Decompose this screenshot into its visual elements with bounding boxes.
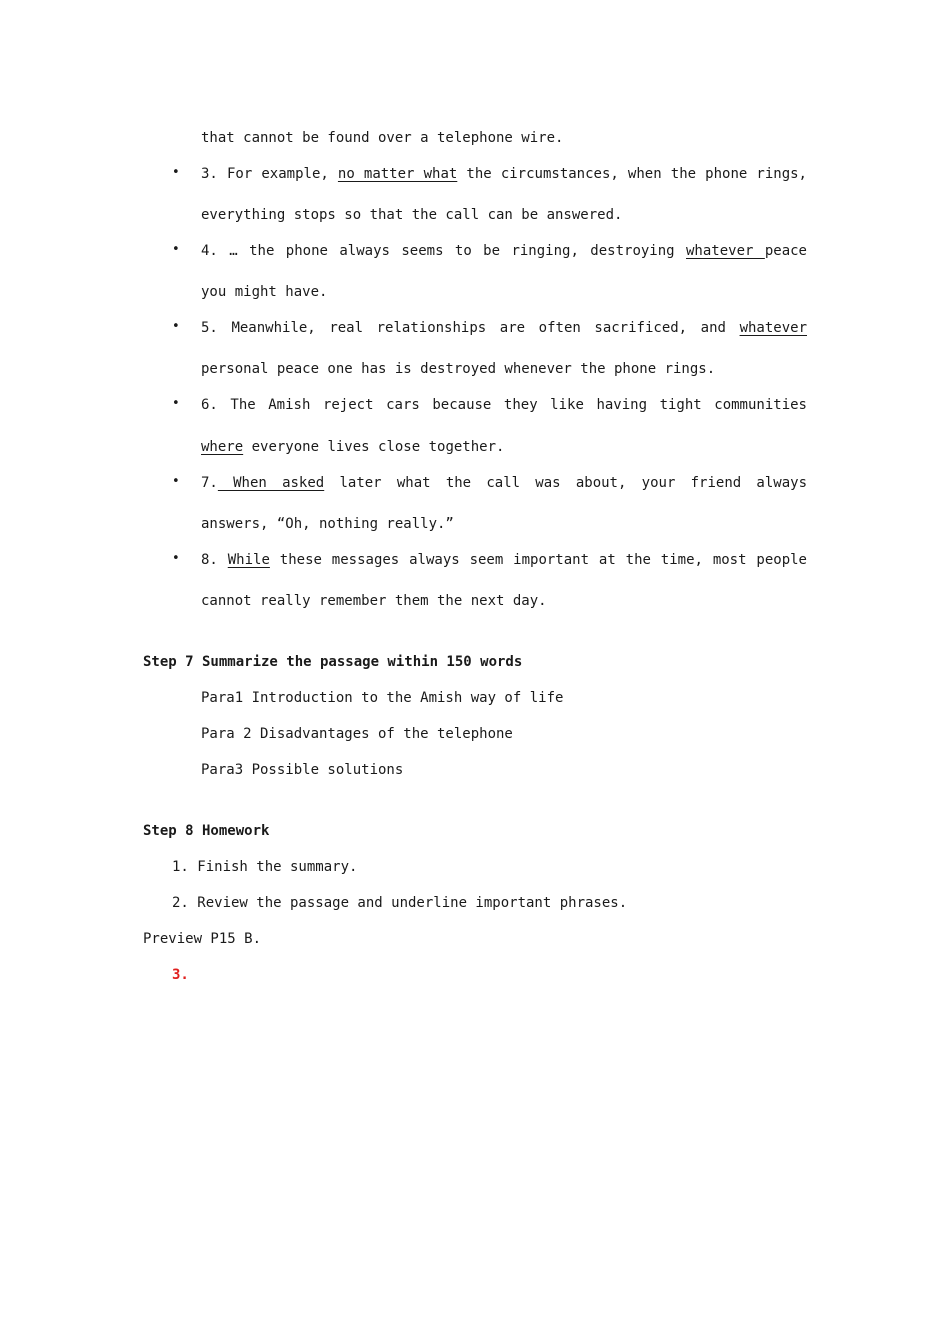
item-3-line-1: 3. For example, no matter what the circumstances, when the phone rings, <box>201 166 807 182</box>
homework-item: 2. Review the passage and underline important phrases. <box>172 895 628 911</box>
item-6-line-1: 6. The Amish reject cars because they like having tight communities <box>201 397 807 413</box>
list-marker-red: 3. <box>172 967 189 983</box>
item-5-line-1: 5. Meanwhile, real relationships are often sacrificed, and whatever <box>201 320 807 336</box>
step-8-heading: Step 8 Homework <box>143 823 270 839</box>
homework-item: 1. Finish the summary. <box>172 859 358 875</box>
bullet: • <box>172 319 180 334</box>
item-3-line-2: everything stops so that the call can be answered. <box>201 207 623 223</box>
bullet: • <box>172 474 180 489</box>
item-4-line-1: 4. … the phone always seems to be ringing, destroying whatever peace <box>201 243 807 259</box>
step-7-heading: Step 7 Summarize the passage within 150 words <box>143 654 523 670</box>
item-8-line-1: 8. While these messages always seem important at the time, most people <box>201 552 807 568</box>
step-7-line: Para3 Possible solutions <box>201 762 404 778</box>
continuation-line: that cannot be found over a telephone wire. <box>201 130 564 146</box>
bullet: • <box>172 242 180 257</box>
item-7-line-1: 7. When asked later what the call was about, your friend always <box>201 475 807 491</box>
bullet: • <box>172 551 180 566</box>
bullet: • <box>172 396 180 411</box>
item-7-line-2: answers, “Oh, nothing really.” <box>201 516 454 532</box>
step-7-line: Para 2 Disadvantages of the telephone <box>201 726 513 742</box>
preview-line: Preview P15 B. <box>143 931 262 947</box>
bullet: • <box>172 165 180 180</box>
item-4-line-2: you might have. <box>201 284 328 300</box>
item-8-line-2: cannot really remember them the next day. <box>201 593 547 609</box>
item-5-line-2: personal peace one has is destroyed whenever the phone rings. <box>201 361 716 377</box>
step-7-line: Para1 Introduction to the Amish way of life <box>201 690 564 706</box>
item-6-line-2: where everyone lives close together. <box>201 439 505 455</box>
